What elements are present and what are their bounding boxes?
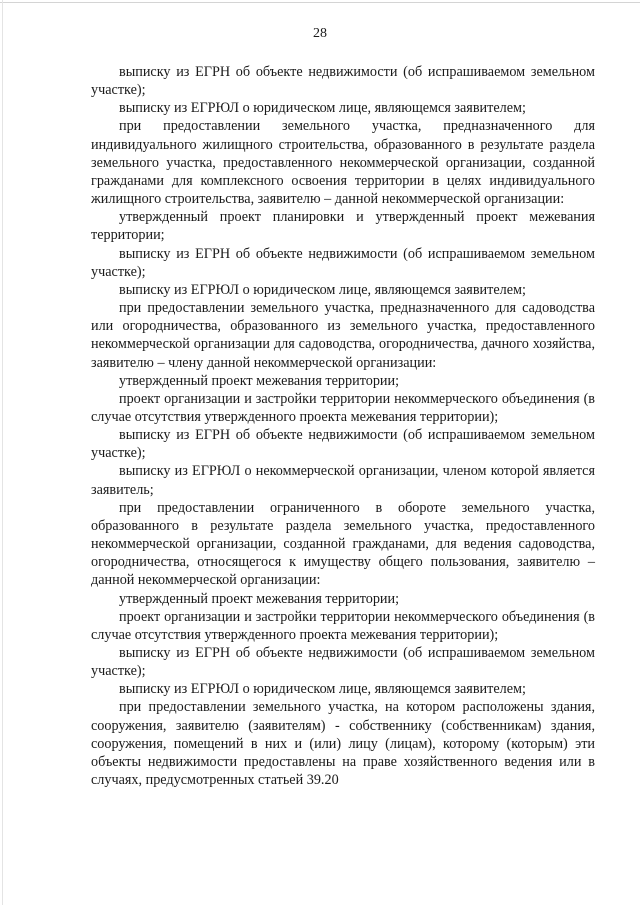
paragraph: выписку из ЕГРЮЛ о юридическом лице, являющемся заявителем; [119, 100, 526, 117]
paragraph: при предоставлении земельного участка, на котором расположены здания, сооружения, заявителю (заявителям) - собственнику (собственникам) здания, сооружения, помещений в них и (или) лицу (лицам), которому (которым) эти объекты недвижимости предоставлены на праве хозяйственного ведения или в случаях, предусмотренных статьей 39.20 [91, 699, 595, 789]
paragraph: выписку из ЕГРЮЛ о юридическом лице, являющемся заявителем; [119, 681, 526, 698]
paragraph: выписку из ЕГРЮЛ о юридическом лице, являющемся заявителем; [119, 281, 526, 298]
paragraph: при предоставлении земельного участка, предназначенного для садоводства или огородничества, образованного из земельного участка, предоставленного некоммерческой организации для садоводства, огородничества, дачного хозяйства, заявителю – члену данной некоммерческой организации: [91, 300, 595, 371]
paragraph: выписку из ЕГРН об объекте недвижимости (об испрашиваемом земельном участке); [91, 64, 595, 99]
scan-edge-left [2, 0, 3, 905]
paragraph: при предоставлении ограниченного в обороте земельного участка, образованного в результате раздела земельного участка, предоставленного некоммерческой организации, созданной гражданами, для ведения садоводства, огородничества, относящегося к имуществу общего пользования, заявителю – данной некоммерческой организации: [91, 499, 595, 589]
paragraph: выписку из ЕГРН об объекте недвижимости (об испрашиваемом земельном участке); [91, 427, 595, 462]
paragraph: при предоставлении земельного участка, предназначенного для индивидуального жилищного строительства, образованного в результате раздела земельного участка, предоставленного некоммерческой организации, созданной гражданами для комплексного освоения территории в целях индивидуального жилищного строительства, заявителю – данной некоммерческой организации: [91, 118, 595, 208]
paragraph: выписку из ЕГРЮЛ о некоммерческой организации, членом которой является заявитель; [91, 463, 595, 498]
paragraph: утвержденный проект межевания территории; [119, 590, 400, 607]
paragraph: проект организации и застройки территории некоммерческого объединения (в случае отсутствия утвержденного проекта межевания территории); [91, 390, 595, 425]
body-text [91, 63, 595, 789]
paragraph: проект организации и застройки территории некоммерческого объединения (в случае отсутствия утвержденного проекта межевания территории); [91, 608, 595, 643]
scan-edge-top [0, 2, 640, 3]
paragraph: утвержденный проект планировки и утвержденный проект межевания территории; [91, 209, 595, 244]
paragraph: утвержденный проект межевания территории; [119, 372, 400, 389]
paragraph: выписку из ЕГРН об объекте недвижимости (об испрашиваемом земельном участке); [91, 645, 595, 680]
paragraph: выписку из ЕГРН об объекте недвижимости (об испрашиваемом земельном участке); [91, 245, 595, 280]
page-number: 28 [313, 26, 327, 41]
